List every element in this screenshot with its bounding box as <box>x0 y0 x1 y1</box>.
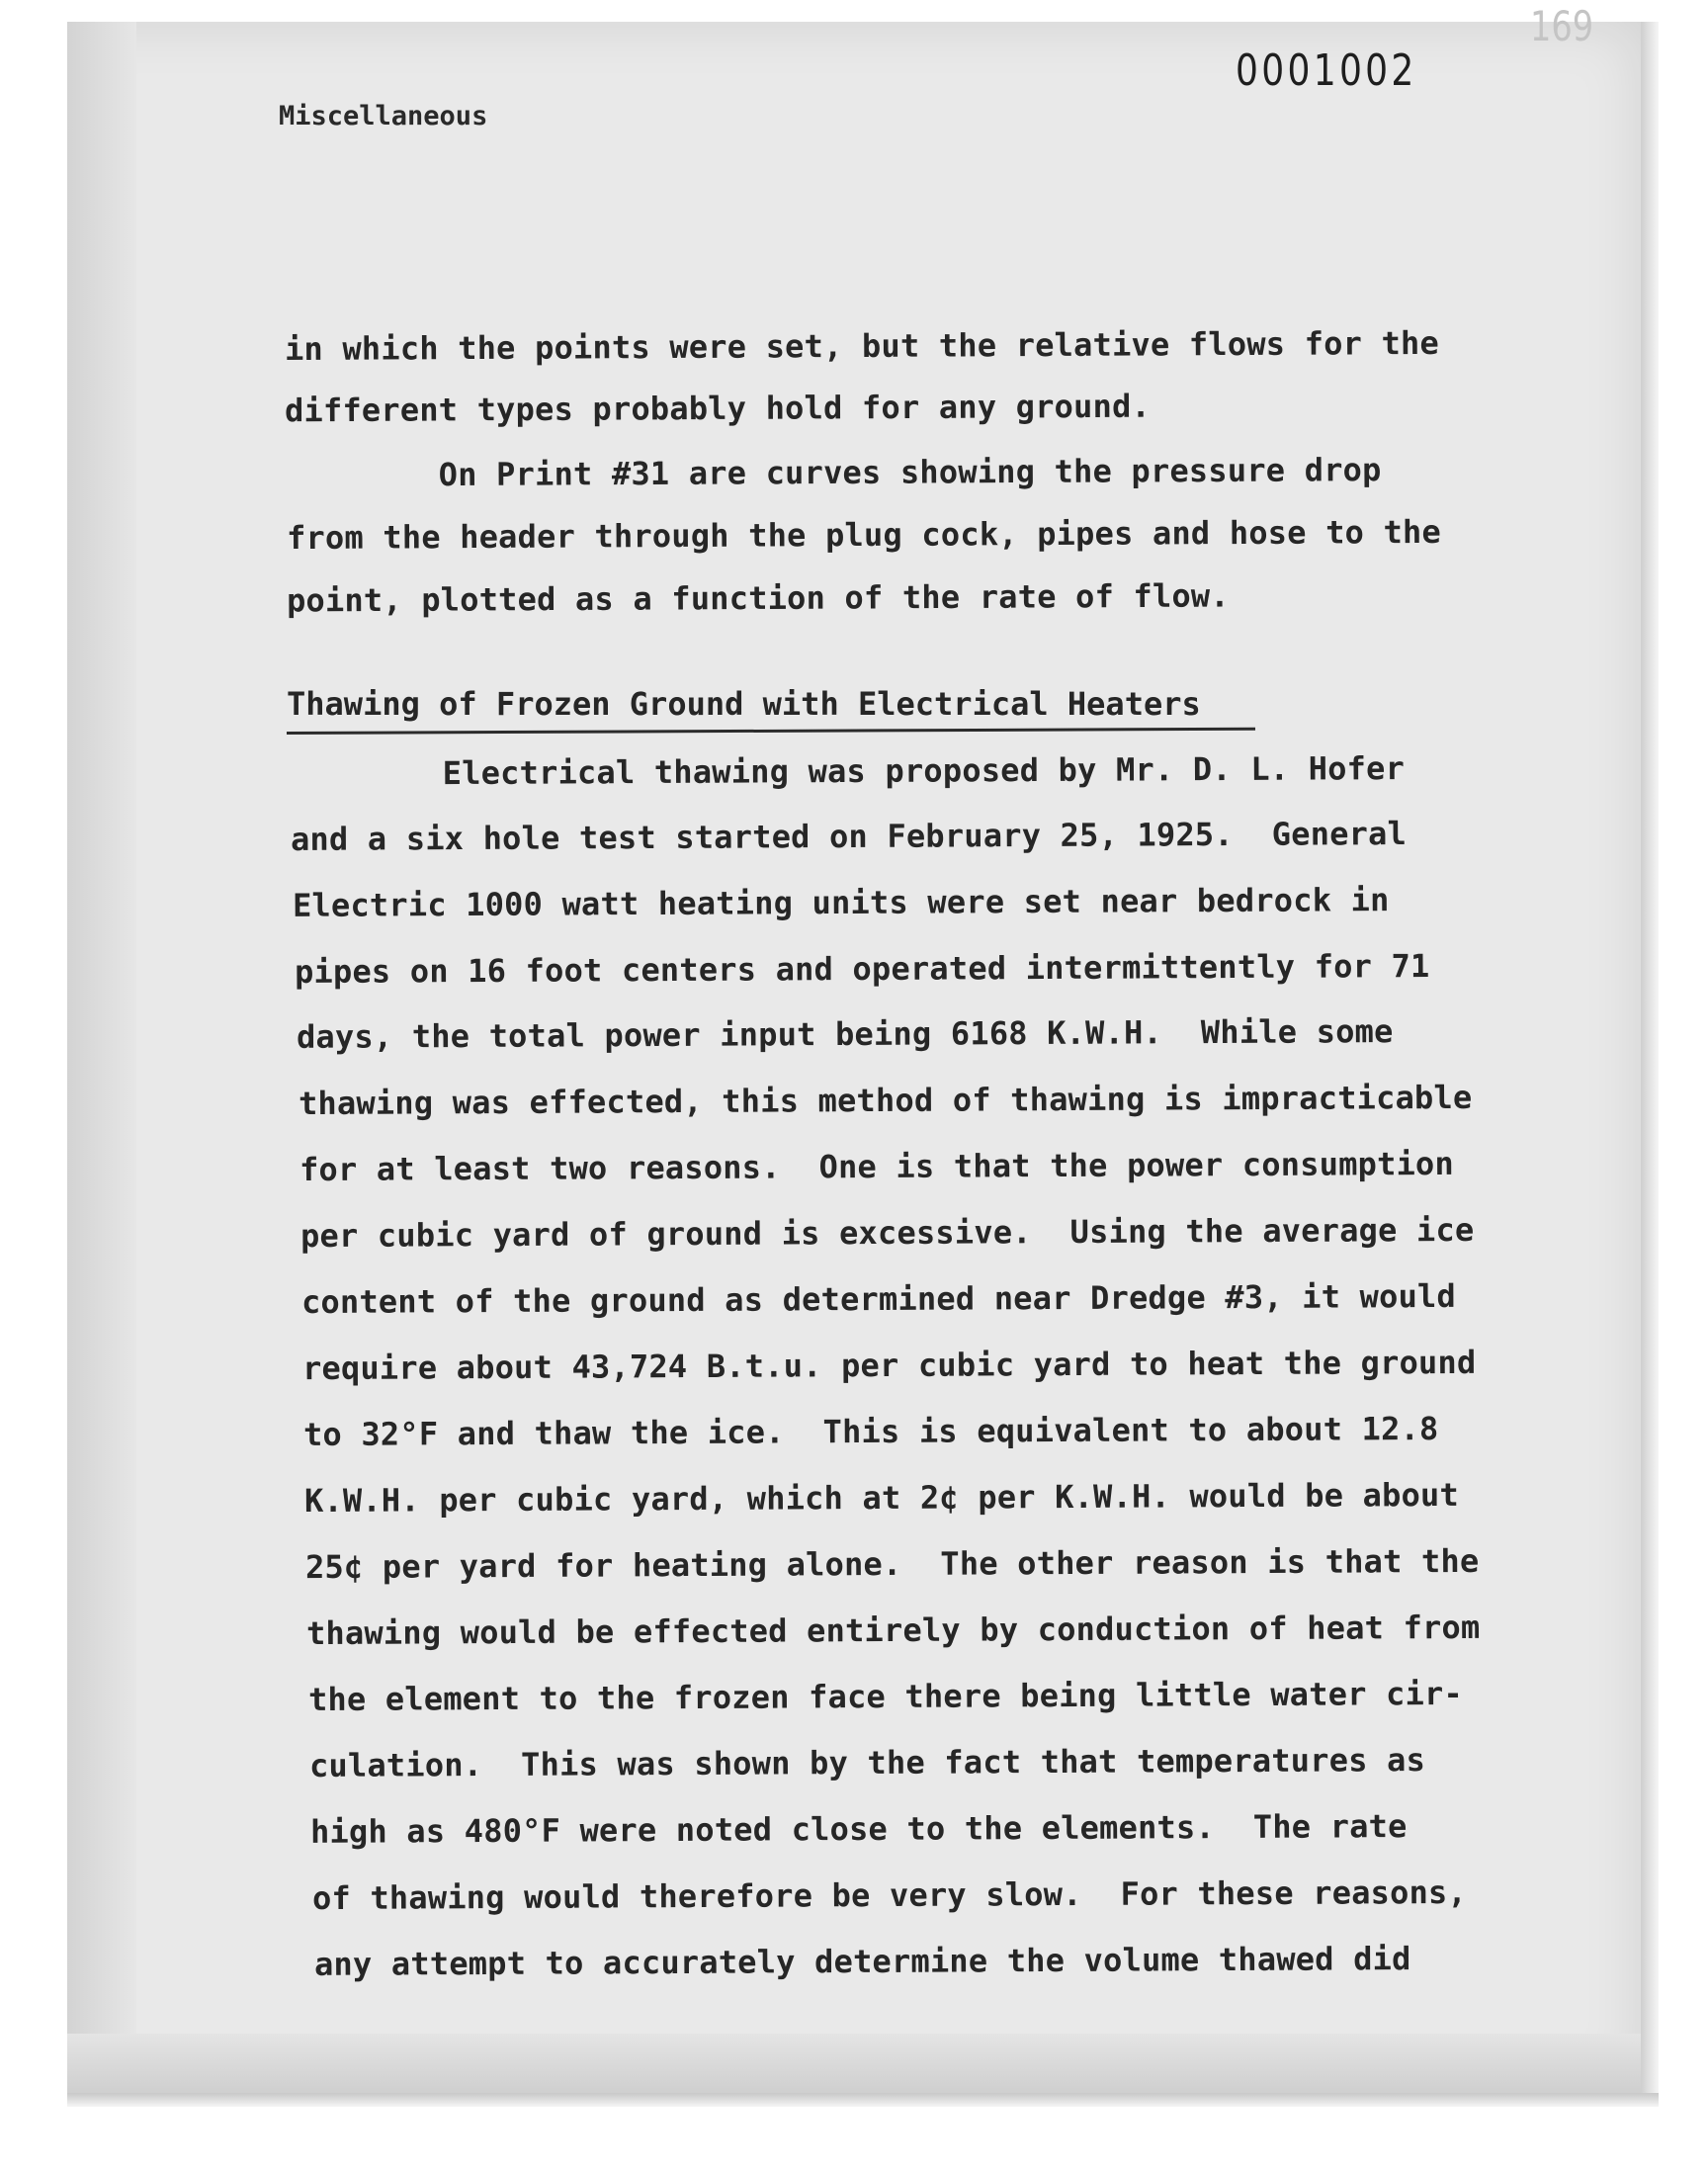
text-line: any attempt to accurately determine the volume thawed did <box>313 1940 1411 1983</box>
page-edge-shadow <box>1641 22 1659 2093</box>
text-line: Electric 1000 watt heating units were set near bedrock in <box>292 881 1390 924</box>
text-line: thawing was effected, this method of thawing is impracticable <box>298 1078 1473 1123</box>
corner-page-number: 169 <box>1530 2 1594 50</box>
text-line: require about 43,724 B.t.u. per cubic yard to heat the ground <box>301 1343 1477 1388</box>
text-line: of thawing would therefore be very slow. For these reasons, <box>311 1872 1468 1918</box>
text-line: to 32°F and thaw the ice. This is equivalent to about 12.8 <box>302 1409 1439 1454</box>
text-line: for at least two reasons. One is that the power consumption <box>299 1144 1455 1189</box>
text-line: culation. This was shown by the fact that temperatures as <box>308 1741 1426 1784</box>
text-line: pipes on 16 foot centers and operated intermittently for 71 <box>294 946 1430 992</box>
text-line: from the header through the plug cock, pipes and hose to the <box>286 512 1442 558</box>
text-line: 25¢ per yard for heating alone. The other reason is that the <box>304 1541 1480 1587</box>
text-line: the element to the frozen face there being little water cir- <box>307 1674 1464 1719</box>
text-line: content of the ground as determined near Dredge #3, it would <box>300 1276 1457 1322</box>
text-line: in which the points were set, but the relative flows for the <box>284 323 1440 369</box>
text-line: K.W.H. per cubic yard, which at 2¢ per K.W.H. would be about <box>303 1475 1460 1521</box>
document-stamp-number: 0001002 <box>1236 45 1417 96</box>
page-header: Miscellaneous <box>279 101 488 131</box>
text-line: point, plotted as a function of the rate of flow. <box>286 576 1230 620</box>
page-bottom-shadow <box>67 2093 1659 2107</box>
text-line: Electrical thawing was proposed by Mr. D. L. Hofer <box>288 749 1406 793</box>
text-line: and a six hole test started on February 25, 1925. General <box>290 815 1408 858</box>
text-line: different types probably hold for any ground. <box>284 387 1152 430</box>
text-line: thawing would be effected entirely by conduction of heat from <box>305 1608 1481 1653</box>
text-line: On Print #31 are curves showing the pressure drop <box>284 451 1382 494</box>
text-line: days, the total power input being 6168 K.W.H. While some <box>296 1012 1394 1056</box>
section-title: Thawing of Frozen Ground with Electrical Heaters <box>287 685 1201 723</box>
text-line: per cubic yard of ground is excessive. Using the average ice <box>299 1210 1475 1256</box>
text-line: high as 480°F were noted close to the elements. The rate <box>309 1807 1408 1851</box>
